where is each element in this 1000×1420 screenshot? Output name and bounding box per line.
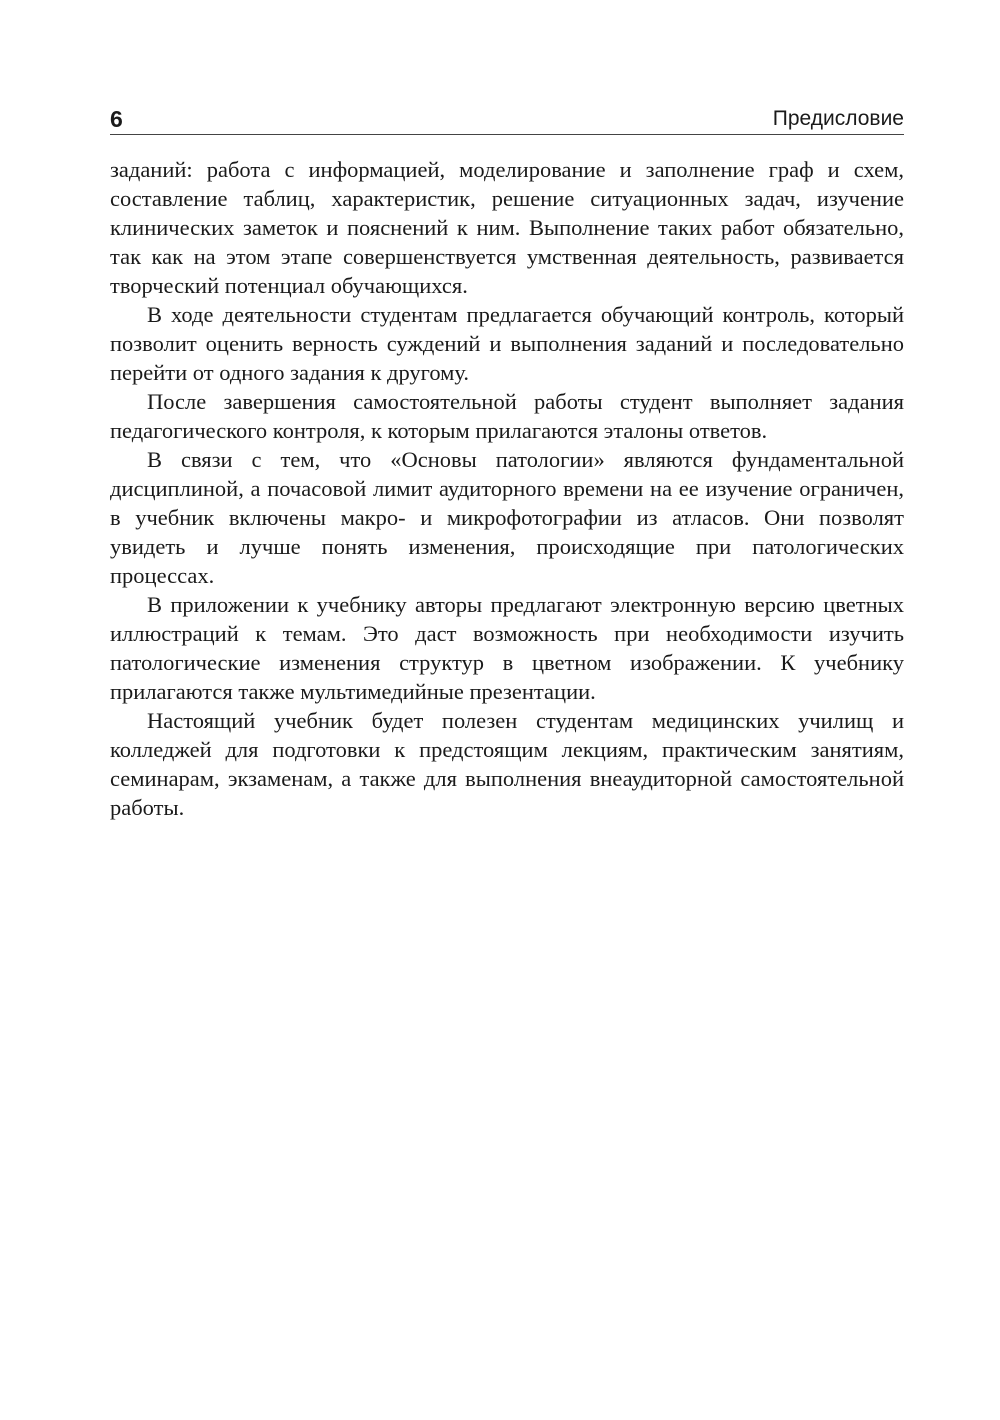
paragraph-electronic-version: В приложении к учебнику авторы предлагают электронную версию цветных иллюстраций к темам. Это даст возможность при необходимости изучить патологические изменения структур в цветном изображении. К учебнику прилагаются также мультимедийные презентации. [110, 592, 904, 704]
page-header [110, 104, 904, 135]
running-title: Предисловие [772, 107, 904, 130]
paragraph-continuation: заданий: работа с информацией, моделирование и заполнение граф и схем, составление таблиц, характеристик, решение ситуационных задач, изучение клинических заметок и пояснений к ним. Выполнение таких работ обязательно, так как на этом этапе совершенствуется умственная деятельность, развивается творческий потенциал обучающихся. [110, 157, 904, 298]
page-body [110, 155, 904, 822]
paragraph-pedagogical-control: После завершения самостоятельной работы студент выполняет задания педагогического контроля, к которым прилагаются эталоны ответов. [110, 389, 904, 443]
page-number: 6 [110, 106, 123, 132]
paragraph-photographs: В связи с тем, что «Основы патологии» являются фундаментальной дисциплиной, а почасовой лимит аудиторного времени на ее изучение ограничен, в учебник включены макро- и микрофотографии из атласов. Они позволят увидеть и лучше понять изменения, происходящие при патологических процессах. [110, 447, 904, 588]
paragraph-target-audience: Настоящий учебник будет полезен студентам медицинских училищ и колледжей для подготовки к предстоящим лекциям, практическим занятиям, семинарам, экзаменам, а также для выполнения внеаудиторной самостоятельной работы. [110, 708, 904, 820]
paragraph-learning-control: В ходе деятельности студентам предлагается обучающий контроль, который позволит оценить верность суждений и выполнения заданий и последовательно перейти от одного задания к другому. [110, 302, 904, 385]
